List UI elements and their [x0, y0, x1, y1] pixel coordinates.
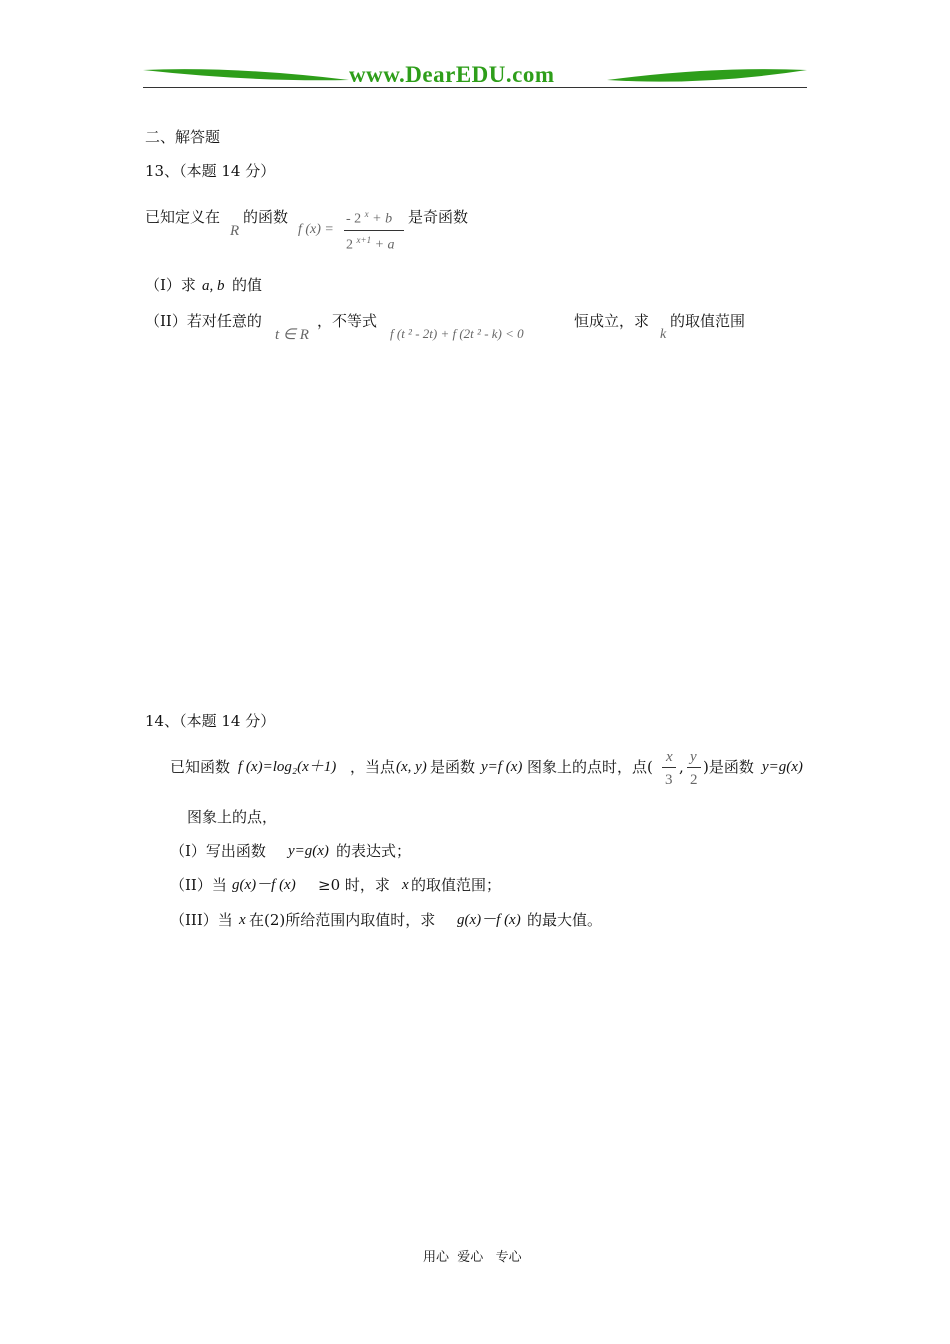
q13-part2-ineq: f (t ² - 2t) + f (2t ² - k) < 0 [390, 326, 524, 341]
q13-part2 [145, 312, 765, 348]
q14-part2-x: x [402, 877, 409, 893]
q13-intro-mid: 的函数 [243, 208, 289, 226]
q13-part2-label: （II）若对任意的 [145, 312, 262, 330]
q14-line1-e: )是函数 [703, 758, 754, 776]
q13-part1-vars: a, b [202, 278, 225, 294]
q14-heading: 14、（本题 14 分） [145, 712, 276, 730]
q14-part3-a: （III）当 [170, 911, 233, 929]
q14-part3-c: 的最大值。 [527, 911, 603, 929]
header-logo-text: www.DearEDU.com [349, 62, 555, 87]
q14-line1 [170, 748, 810, 792]
q14-frac1-bar [662, 767, 676, 768]
header-swoosh-left [143, 64, 353, 88]
q14-line2: 图象上的点， [187, 808, 278, 826]
page-footer: 用心 爱心 专心 [423, 1250, 522, 1265]
q13-part2-tail: 恒成立，求 [574, 312, 650, 330]
q13-part2-end: 的取值范围 [670, 312, 746, 330]
header-swoosh-right [603, 64, 807, 88]
header-rule [143, 87, 807, 88]
q13-intro-prefix: 已知定义在 [145, 208, 221, 226]
q14-line1-b: ，当点 [350, 758, 396, 776]
q14-part2-c: 的取值范围； [411, 876, 502, 894]
q13-intro [145, 200, 505, 260]
q14-part3-b: 在(2)所给范围内取值时，求 [249, 911, 436, 929]
q13-fraction-bar [344, 230, 404, 231]
q14-line1-a: 已知函数 [170, 758, 231, 776]
q14-frac2-num: y [690, 749, 697, 765]
q14-frac2-bar [687, 767, 701, 768]
q13-part2-mid: ，不等式 [317, 312, 378, 330]
q13-part1-label: （I）求 [145, 276, 196, 294]
q14-line1-yg: y=g(x) [762, 759, 803, 775]
q13-part1 [145, 276, 345, 296]
section-title: 二、解答题 [145, 128, 221, 146]
q14-frac1-den: 3 [665, 772, 673, 788]
q14-line1-pt: (x, y) [396, 759, 427, 775]
q14-part3-expr: g(x)－f (x) [457, 912, 521, 928]
q13-intro-suffix: 是奇函数 [408, 208, 469, 226]
q14-part2-a: （II）当 [170, 876, 227, 894]
header-banner [143, 62, 807, 92]
q14-part1-b: 的表达式； [336, 842, 412, 860]
q14-line1-yf: y=f (x) [481, 759, 523, 775]
q14-part2-expr: g(x)－f (x) [232, 877, 296, 893]
q14-line1-f: f (x)=log₂(x＋1) [238, 759, 337, 775]
q13-func-numerator: - 2 $^x$ + b [346, 209, 393, 227]
q14-part3-x: x [239, 912, 246, 928]
q13-func-den-exp: x+1 [356, 235, 372, 245]
q14-line1-c: 是函数 [430, 758, 476, 776]
q13-intro-set: R [230, 223, 240, 239]
q13-part1-tail: 的值 [232, 276, 263, 294]
q14-line1-d: 图象上的点时，点( [527, 758, 653, 776]
q14-frac2-den: 2 [690, 772, 698, 788]
q14-part3 [170, 911, 630, 931]
q13-func-lhs: f (x) = [298, 222, 334, 237]
q13-func-denominator: 2 $^{x+1}$ + a [346, 235, 395, 253]
q14-frac-comma: , [679, 758, 684, 776]
q14-part1-expr: y=g(x) [288, 843, 329, 859]
q14-part2-b: ≥0 时，求 [318, 876, 390, 894]
q13-part2-cond: t ∈ R [275, 327, 309, 343]
q13-func-num-exp: x [364, 209, 369, 219]
q13-part2-var: k [660, 327, 667, 342]
q14-part2 [170, 876, 590, 896]
q14-frac1-num: x [666, 749, 673, 765]
q13-heading: 13、（本题 14 分） [145, 162, 276, 180]
q14-part1-a: （I）写出函数 [170, 842, 266, 860]
q14-part1 [170, 842, 570, 862]
